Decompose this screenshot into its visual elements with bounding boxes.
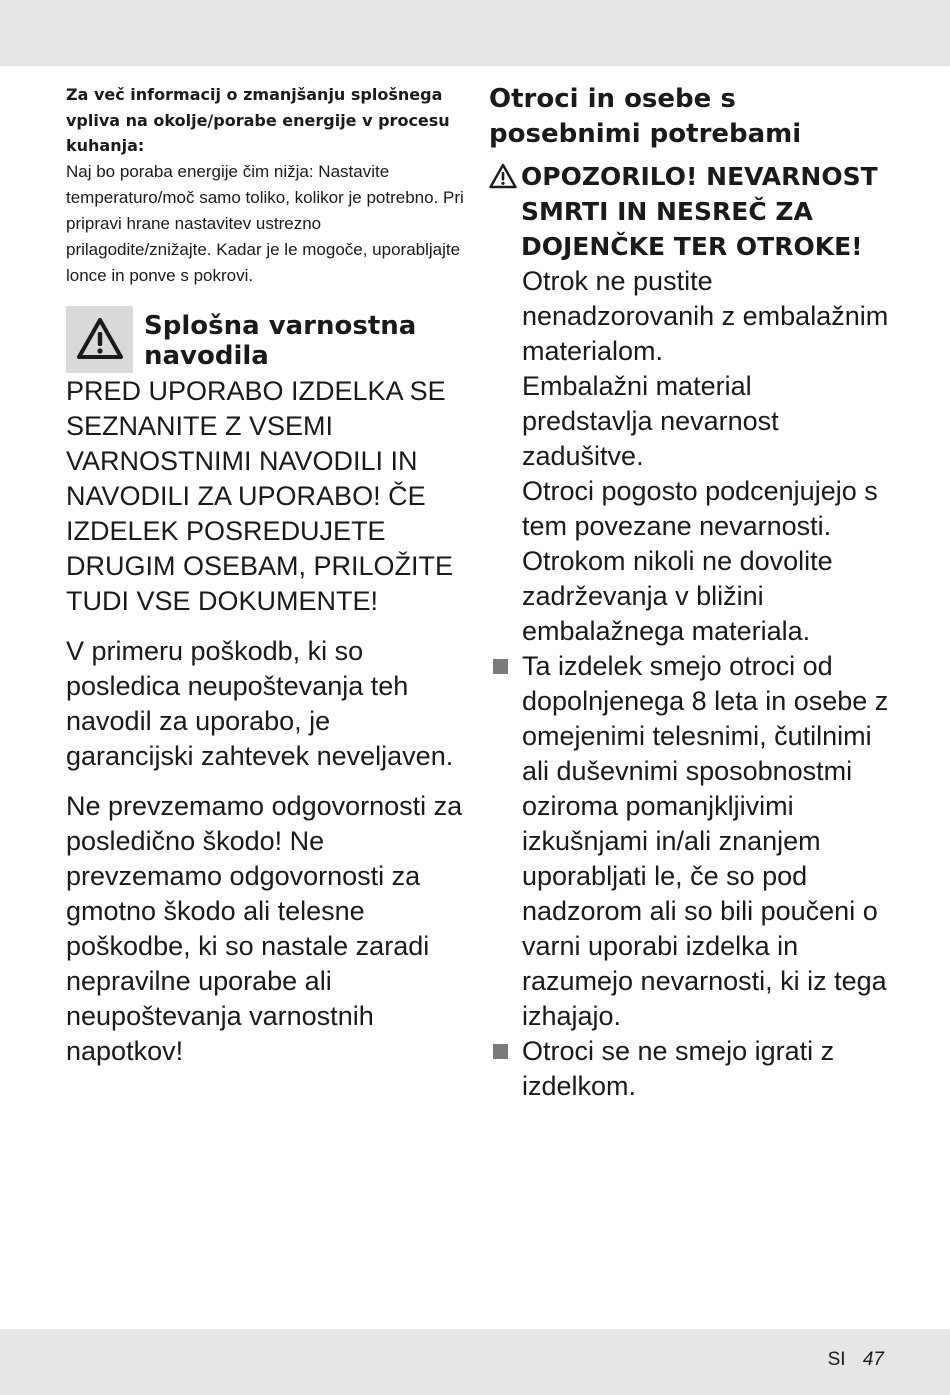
warning-block: [489, 159, 889, 264]
language-code: SI: [827, 1349, 846, 1370]
warning-title: OPOZORILO! NEVARNOST SMRTI IN NESREČ ZA DOJENČKE TER OTROKE!: [521, 162, 878, 261]
children-heading: Otroci in osebe s posebnimi potrebami: [489, 84, 802, 149]
warning-triangle-icon: [66, 306, 133, 373]
safety-title: Splošna varnostna navodila: [144, 310, 417, 371]
right-column: [489, 82, 889, 1104]
square-bullet-icon: [489, 1034, 522, 1104]
bottom-band: [0, 1329, 950, 1395]
energy-info-heading: Za več informacij o zmanjšanju splošnega vpliva na okolje/porabe energije v procesu kuhanja:: [66, 85, 450, 155]
safety-caps-notice: PRED UPORABO IZDELKA SE SEZNANITE Z VSEMI VARNOSTNIMI NAVODILI IN NAVODILI ZA UPORABO! ČE IZDELEK POSREDUJETE DRUGIM OSEBAM, PRILOŽITE TUDI VSE DOKUMENTE!: [66, 375, 454, 616]
energy-info-body: Naj bo poraba energije čim nižja: Nastavite temperaturo/moč samo toliko, kolikor je potrebno. Pri pripravi hrane nastavitev ustrezno prilagodite/znižajte. Kadar je le mogoče, uporabljajte lonce in ponve s pokrovi.: [66, 161, 464, 285]
page-number: 47: [862, 1349, 884, 1370]
warning-text-2: Embalažni material predstavlja nevarnost zadušitve.: [522, 371, 779, 471]
square-bullet-icon: [489, 649, 522, 1034]
bullet-text: Otroci se ne smejo igrati z izdelkom.: [522, 1036, 835, 1101]
warranty-paragraph: V primeru poškodb, ki so posledica neupoštevanja teh navodil za uporabo, je garancijski zahtevek neveljaven.: [66, 635, 454, 771]
list-item: [489, 649, 889, 1034]
warning-text-3: Otroci pogosto podcenjujejo s tem povezane nevarnosti. Otrokom nikoli ne dovolite zadrževanja v bližini embalažnega materiala.: [522, 476, 878, 646]
page-footer: [828, 1349, 884, 1371]
liability-paragraph: Ne prevzemamo odgovornosti za posledično škodo! Ne prevzemamo odgovornosti za gmotno škodo ali telesne poškodbe, ki so nastale zaradi nepravilne uporabe ali neupoštevanja varnostnih napotkov!: [66, 790, 463, 1066]
list-item: [489, 1034, 889, 1104]
warning-triangle-icon: [489, 159, 521, 264]
warning-text-1: Otrok ne pustite nenadzorovanih z embalažnim materialom.: [522, 266, 889, 366]
bullet-text: Ta izdelek smejo otroci od dopolnjenega 8 leta in osebe z omejenimi telesnimi, čutilnimi ali duševnimi sposobnostmi oziroma pomanjkljivimi izkušnjami in/ali znanjem uporabljati le, če so pod nadzorom ali so bili poučeni o varni uporabi izdelka in razumejo nevarnosti, ki iz tega izhajajo.: [522, 651, 889, 1031]
safety-section: [66, 306, 464, 619]
top-band: [0, 0, 950, 66]
left-column: [66, 82, 464, 1069]
